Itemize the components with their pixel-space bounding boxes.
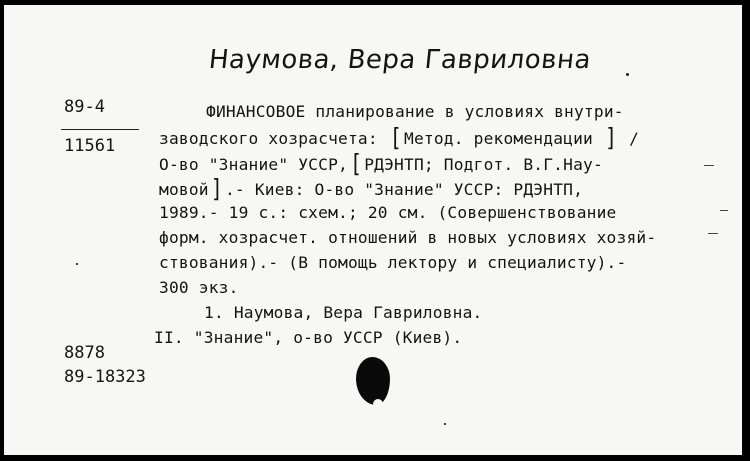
entry-line-3a: О-во "Знание" УССР,: [159, 155, 348, 174]
bracket-open-2: [: [349, 148, 363, 178]
bracket-close: ]: [604, 122, 618, 152]
ink-blot: [356, 357, 390, 405]
tracing-1: 1. Наумова, Вера Гавриловна.: [204, 303, 483, 322]
entry-line-4a: мовой: [159, 180, 209, 199]
entry-line-4: [159, 173, 584, 203]
speck: [708, 233, 718, 234]
entry-line-1: ФИНАНСОВОЕ планирование в условиях внутри-: [206, 102, 624, 121]
entry-line-2: [159, 122, 640, 152]
speck: [444, 423, 446, 425]
bracket-open: [: [389, 122, 403, 152]
call-number-top: 89-4: [64, 97, 105, 117]
entry-note: Метод. рекомендации: [404, 129, 593, 148]
entry-line-3: [159, 148, 603, 178]
speck: [704, 165, 714, 166]
entry-line-2-text: заводского хозрасчета:: [159, 129, 378, 148]
entry-line-7: ствования).- (В помощь лектору и специалисту).-: [159, 253, 627, 272]
entry-slash: /: [629, 129, 640, 148]
entry-line-5: 1989.- 19 с.: схем.; 20 см. (Совершенствование: [159, 203, 617, 222]
author-heading: Наумова, Вера Гавриловна: [207, 45, 593, 75]
catalog-card: [4, 5, 742, 455]
call-number-bottom: 11561: [64, 136, 116, 156]
speck: [76, 263, 78, 265]
bracket-close-2: ]: [210, 173, 223, 203]
ink-blot-hole: [373, 399, 383, 409]
tracing-2: II. "Знание", о-во УССР (Киев).: [154, 328, 463, 347]
entry-line-3b: РДЭНТП; Подгот. В.Г.Нау-: [364, 155, 603, 174]
stock-number-1: 8878: [64, 343, 105, 363]
call-number-divider: [61, 129, 139, 130]
speck: [720, 210, 728, 211]
entry-line-4b: .- Киев: О-во "Знание" УССР: РДЭНТП,: [224, 180, 584, 199]
stock-number-2: 89-18323: [64, 367, 146, 387]
entry-line-8: 300 экз.: [159, 278, 239, 297]
entry-line-6: форм. хозрасчет. отношений в новых условиях хозяй-: [159, 228, 657, 247]
heading-mark: [626, 73, 629, 76]
